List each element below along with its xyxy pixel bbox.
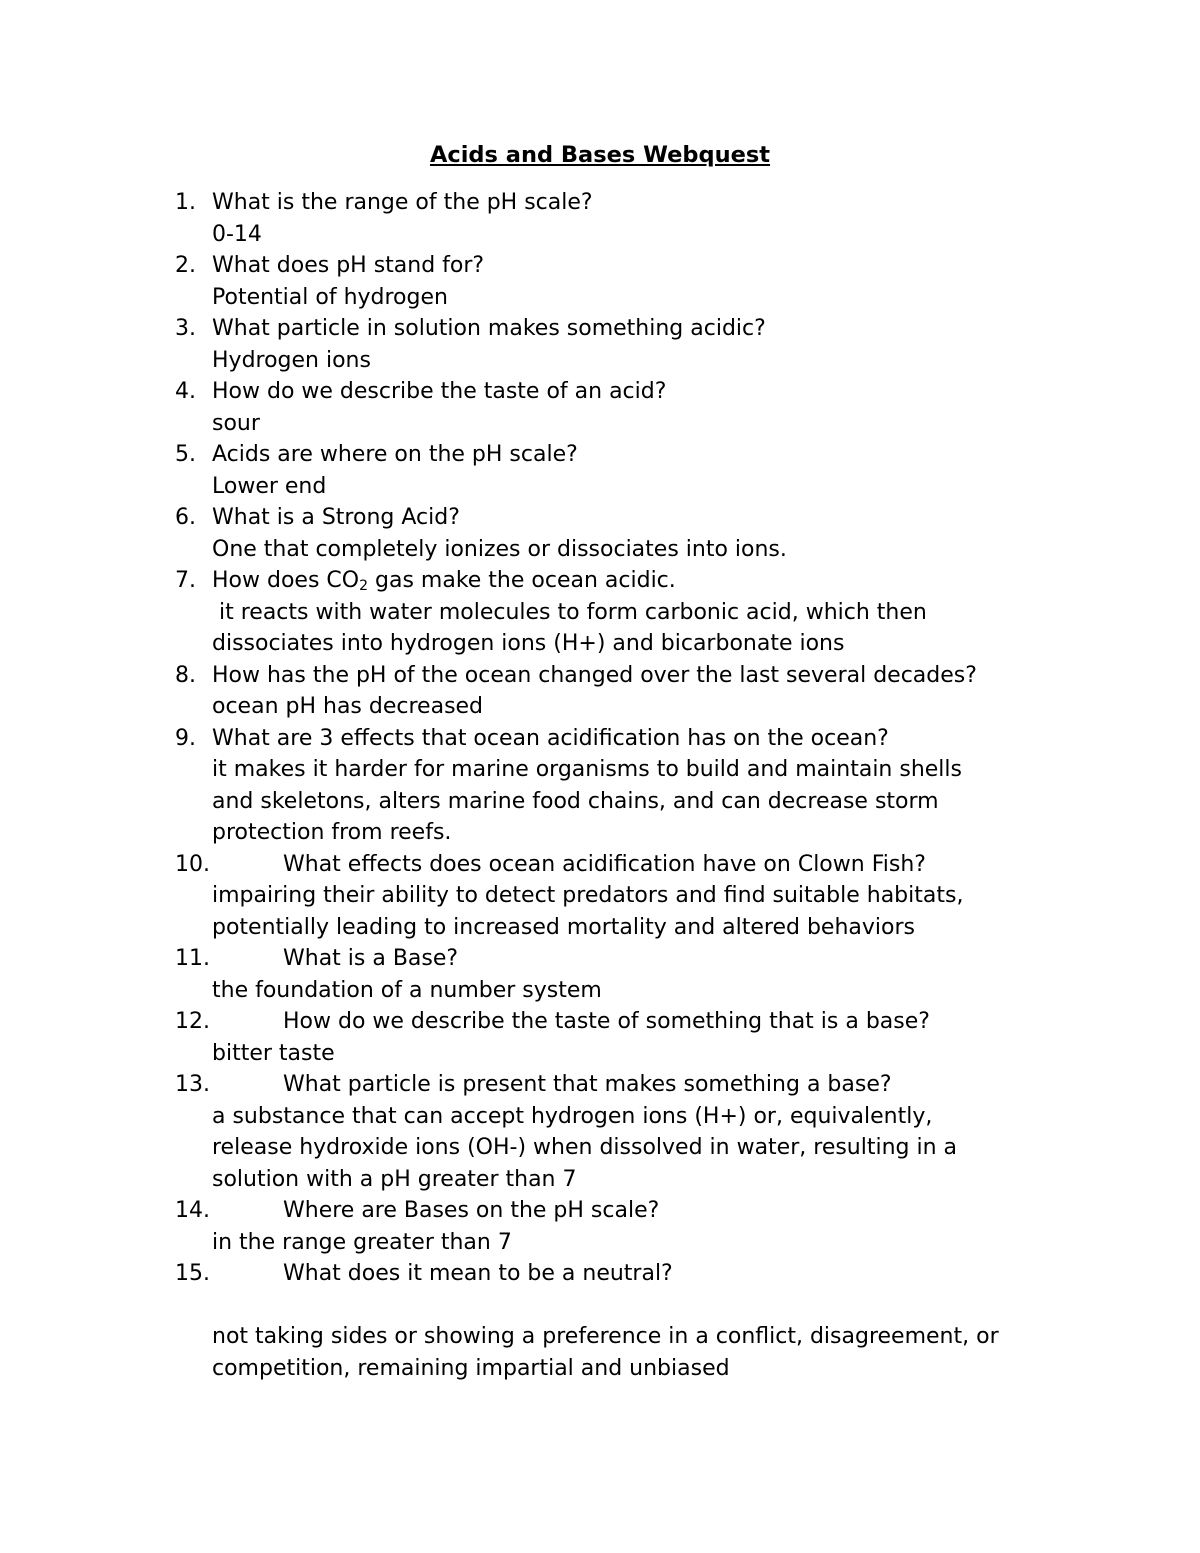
question-text: What is the range of the pH scale? xyxy=(212,190,593,215)
question-text-part: gas make the ocean acidic. xyxy=(368,568,676,593)
answer-text: competition, remaining impartial and unbiased xyxy=(212,1355,730,1381)
question-text: How do we describe the taste of something that is a base? xyxy=(283,1009,930,1034)
list-item xyxy=(175,1069,1075,1195)
question-text-part: How does CO xyxy=(212,568,360,593)
question-number: 2. xyxy=(175,253,196,278)
list-item xyxy=(175,502,1075,565)
question-text: What are 3 effects that ocean acidification has on the ocean? xyxy=(212,725,889,751)
question-number: 14. xyxy=(175,1198,210,1223)
list-item xyxy=(175,376,1075,439)
list-item xyxy=(175,187,1075,250)
answer-text: Potential of hydrogen xyxy=(212,284,448,310)
question-list xyxy=(175,187,1075,1384)
answer-text: 0-14 xyxy=(212,221,262,247)
question-text: What is a Base? xyxy=(283,946,459,971)
answer-text: One that completely ionizes or dissociates into ions. xyxy=(212,536,787,562)
question-text: What is a Strong Acid? xyxy=(212,505,460,530)
question-number: 5. xyxy=(175,442,196,467)
answer-text: and skeletons, alters marine food chains, and can decrease storm xyxy=(212,788,939,814)
subscript-text: 2 xyxy=(359,578,369,594)
answer-text: release hydroxide ions (OH-) when dissolved in water, resulting in a xyxy=(212,1135,958,1160)
question-text: Where are Bases on the pH scale? xyxy=(283,1198,660,1223)
answer-text: dissociates into hydrogen ions (H+) and bicarbonate ions xyxy=(212,631,845,656)
question-number: 9. xyxy=(175,725,196,751)
answer-text: in the range greater than 7 xyxy=(212,1229,512,1255)
answer-text: sour xyxy=(212,410,260,436)
question-text: How do we describe the taste of an acid? xyxy=(212,379,667,404)
document-title: Acids and Bases Webquest xyxy=(429,142,771,168)
question-number: 15. xyxy=(175,1261,210,1286)
question-number: 10. xyxy=(175,851,210,877)
list-item xyxy=(175,565,1075,660)
question-text: What does pH stand for? xyxy=(212,253,485,278)
answer-text: a substance that can accept hydrogen ions (H+) or, equivalently, xyxy=(212,1103,933,1129)
question-number: 8. xyxy=(175,662,196,688)
question-number: 13. xyxy=(175,1072,210,1097)
question-text: What particle is present that makes something a base? xyxy=(283,1072,892,1097)
question-text: How has the pH of the ocean changed over the last several decades? xyxy=(212,662,977,688)
question-number: 11. xyxy=(175,946,210,971)
question-number: 3. xyxy=(175,316,196,341)
answer-text: the foundation of a number system xyxy=(212,977,602,1003)
list-item xyxy=(175,943,1075,1006)
list-item xyxy=(175,439,1075,502)
list-item xyxy=(175,250,1075,313)
answer-text: not taking sides or showing a preference in a conflict, disagreement, or xyxy=(212,1324,999,1349)
question-text xyxy=(175,565,1075,597)
answer-text: impairing their ability to detect predators and find suitable habitats, xyxy=(212,883,964,908)
answer-text: it makes it harder for marine organisms to build and maintain shells xyxy=(212,757,962,782)
question-text: What particle in solution makes something acidic? xyxy=(212,316,766,341)
question-number: 1. xyxy=(175,190,196,215)
question-text: Acids are where on the pH scale? xyxy=(212,442,578,467)
list-item xyxy=(175,313,1075,376)
question-number: 7. xyxy=(175,568,196,593)
answer-text: ocean pH has decreased xyxy=(212,694,484,719)
list-item xyxy=(175,849,1075,944)
list-item xyxy=(175,723,1075,849)
question-text: What does it mean to be a neutral? xyxy=(283,1261,673,1286)
answer-text: protection from reefs. xyxy=(212,820,452,845)
list-item xyxy=(175,660,1075,723)
blank-line xyxy=(175,1290,1075,1322)
answer-text: potentially leading to increased mortality and altered behaviors xyxy=(212,914,915,940)
list-item xyxy=(175,1195,1075,1258)
question-number: 6. xyxy=(175,505,196,530)
question-number: 12. xyxy=(175,1009,210,1034)
answer-text: Lower end xyxy=(212,473,327,499)
list-item xyxy=(175,1258,1075,1384)
question-number: 4. xyxy=(175,379,196,404)
answer-text: Hydrogen ions xyxy=(212,347,371,373)
list-item xyxy=(175,1006,1075,1069)
answer-text: solution with a pH greater than 7 xyxy=(212,1166,577,1192)
answer-text: bitter taste xyxy=(212,1040,335,1066)
answer-text: it reacts with water molecules to form carbonic acid, which then xyxy=(212,599,927,625)
question-text: What effects does ocean acidification have on Clown Fish? xyxy=(283,851,926,877)
